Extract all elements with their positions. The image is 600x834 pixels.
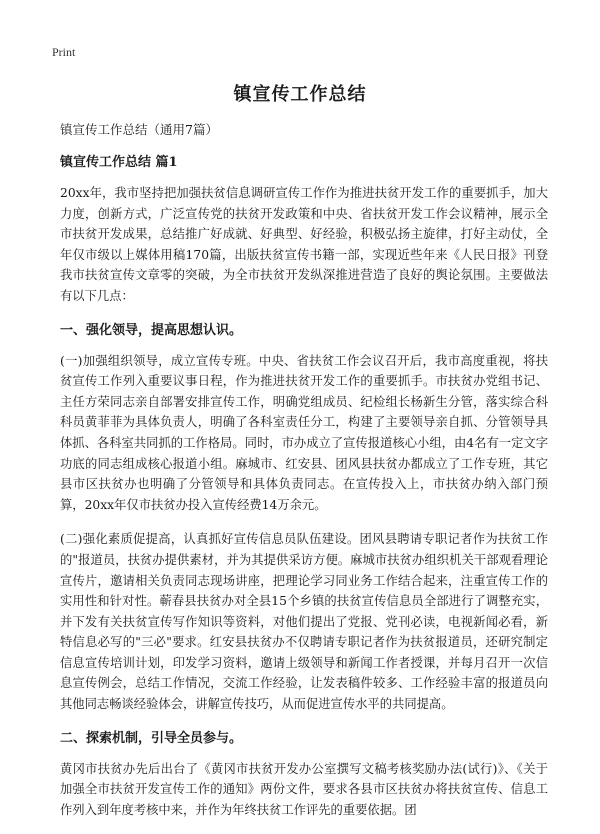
page-title: 镇宣传工作总结 — [233, 84, 367, 105]
subheading-leadership: 一、强化领导，提高思想认识。 — [60, 322, 243, 338]
paragraph-mechanism: 黄冈市扶贫办先后出台了《黄冈市扶贫开发办公室撰写文稿考核奖励办法(试行)》、《关于加强全市扶贫开发宣传工作的通知》两份文件，要求各县市区扶贫办将扶贫宣传、信息工作列入到年度考核中来，并作为年终扶贫工作评先的重要依据。团 — [60, 761, 548, 817]
document-subtitle: 镇宣传工作总结（通用7篇） — [60, 122, 218, 137]
paragraph-intro: 20xx年，我市坚持把加强扶贫信息调研宣传工作作为推进扶贫开发工作的重要抓手，加大力度，创新方式，广泛宣传党的扶贫开发政策和中央、省扶贫开发工作会议精神，展示全市扶贫开发成果，总结推广好成就、好典型、好经验，积极弘扬主旋律，打好主动仗，全年仅市级以上媒体用稿170篇，出版扶贫宣传书籍一部，实现近些年来《人民日报》刊登我市扶贫宣传文章零的突破，为全市扶贫开发纵深推进营造了良好的舆论氛围。主要做法有以下几点： — [60, 186, 548, 303]
paragraph-training: (二)强化素质促提高，认真抓好宣传信息员队伍建设。团风县聘请专职记者作为扶贫工作的"报道员，扶贫办提供素材，并为其提供采访方便。麻城市扶贫办组织机关干部观看理论宣传片，邀请相关负责同志现场讲座，把理论学习同业务工作结合起来，注重宣传工作的实用性和针对性。蕲春县扶贫办对全县15个乡镇的扶贫宣传信息员全部进行了调整充实，并下发有关扶贫宣传写作知识等资料，对他们提出了党报、党刊必读，电视新闻必看，新特信息必写的"三必"要求。红安县扶贫办不仅聘请专职记者作为扶贫报道员，还研究制定信息宣传培训计划，印发学习资料，邀请上级领导和新闻工作者授课，并每月召开一次信息宣传例会，总结工作情况，交流工作经验，让发表稿件较多、工作经验丰富的报道员向其他同志畅谈经验体会，讲解宣传技巧，从而促进宣传水平的共同提高。 — [60, 532, 548, 712]
print-link[interactable]: Print — [52, 45, 76, 59]
paragraph-organization: (一)加强组织领导，成立宣传专班。中央、省扶贫工作会议召开后，我市高度重视，将扶贫宣传工作列入重要议事日程，作为推进扶贫开发工作的重要抓手。市扶贫办党组书记、主任方荣同志亲自部署安排宣传工作，明确党组成员、纪检组长杨新生分管，落实综合科科员黄菲菲为具体负责人，明确了各科室责任分工，构建了主要领导亲自抓、分管领导具体抓、各科室共同抓的工作格局。同时，市办成立了宣传报道核心小组，由4名有一定文字功底的同志组成核心报道小组。麻城市、红安县、团风县扶贫办都成立了工作专班，其它县市区扶贫办也明确了分管领导和具体负责同志。在宣传投入上，市扶贫办纳入部门预算，20xx年仅市扶贫办投入宣传经费14万余元。 — [60, 353, 548, 512]
subheading-mechanism: 二、探索机制，引导全员参与。 — [60, 730, 243, 746]
document-body — [60, 120, 548, 834]
section-heading: 镇宣传工作总结 篇1 — [60, 155, 178, 170]
